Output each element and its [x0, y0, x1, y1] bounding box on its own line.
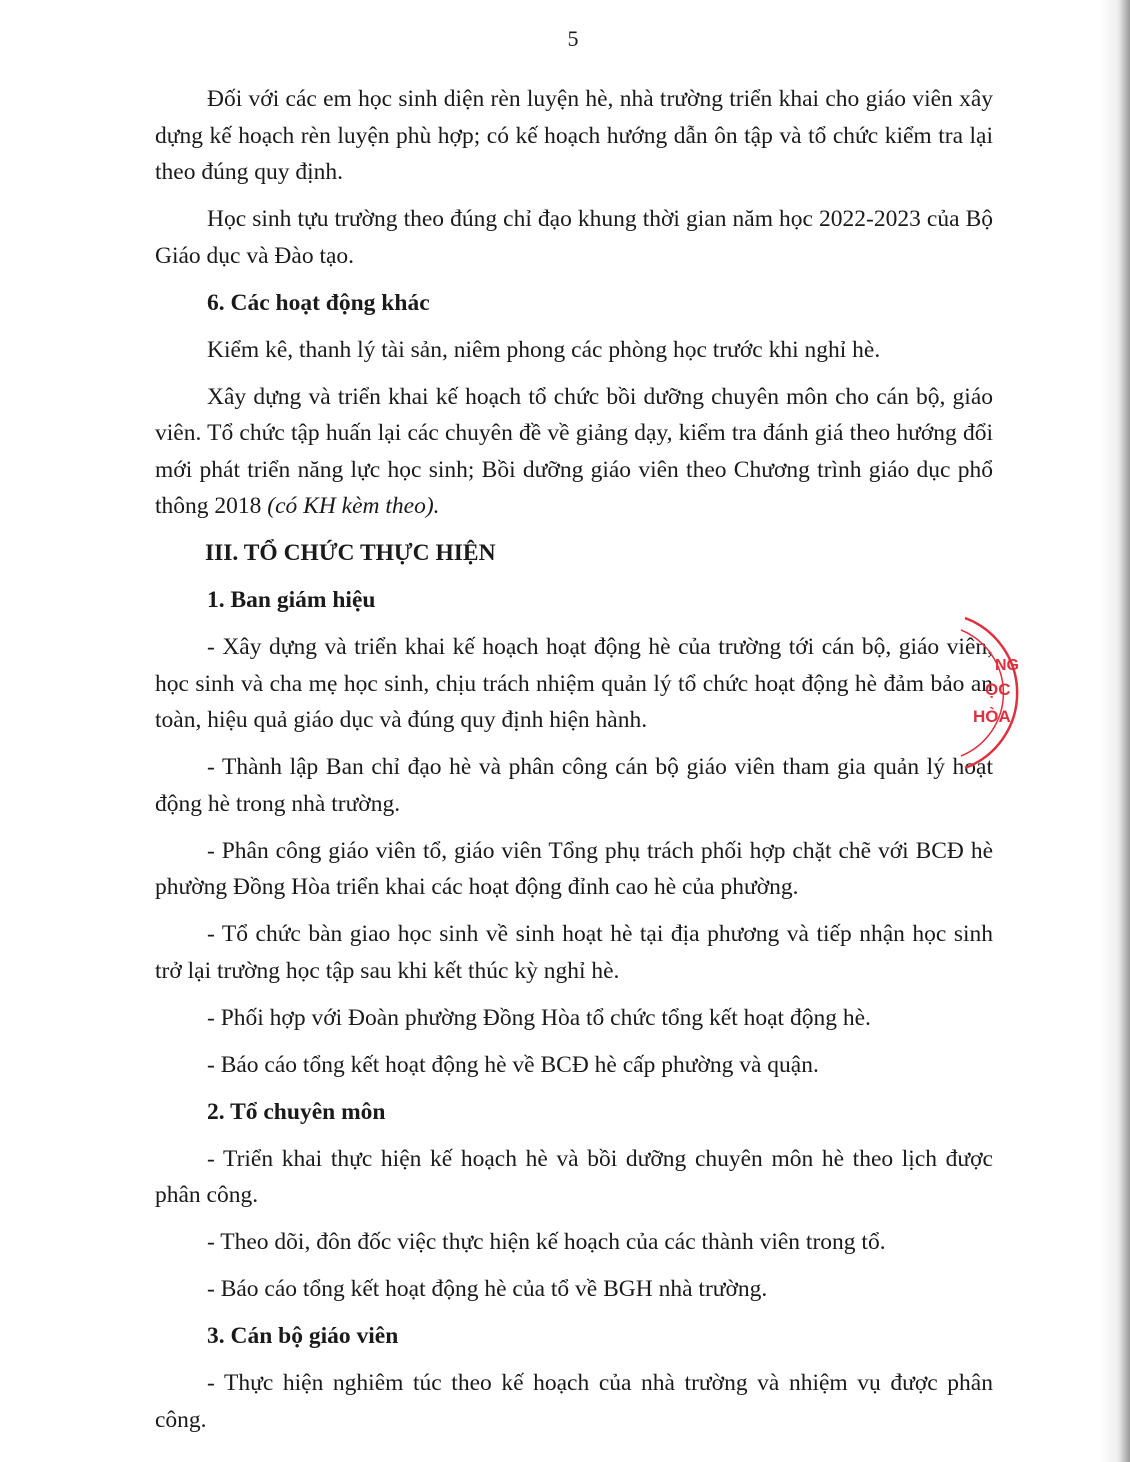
paragraph-text: - Phối hợp với Đoàn phường Đồng Hòa tổ chức tổng kết hoạt động hè. [207, 1004, 871, 1031]
paragraph [155, 833, 993, 906]
paragraph [155, 1271, 993, 1308]
section-heading [155, 285, 993, 322]
school-stamp [955, 608, 1055, 778]
paragraph-text: Xây dựng và triển khai kế hoạch tổ chức bồi dưỡng chuyên môn cho cán bộ, giáo viên. Tổ chức tập huấn lại các chuyên đề về giảng dạy, kiểm tra đánh giá theo hướng đổi mới phát triển năng lực học sinh; Bồi dưỡng giáo viên theo Chương trình giáo dục phổ thông 2018 [155, 383, 993, 519]
paragraph-text: III. TỔ CHỨC THỰC HIỆN [205, 540, 496, 566]
paragraph [155, 629, 993, 739]
paragraph-text: - Báo cáo tổng kết hoạt động hè của tổ về BGH nhà trường. [207, 1276, 768, 1302]
section-heading [155, 535, 993, 572]
paragraph-text: - Phân công giáo viên tổ, giáo viên Tổng phụ trách phối hợp chặt chẽ với BCĐ hè phường Đồng Hòa triển khai các hoạt động đỉnh cao hè của phường. [155, 837, 993, 900]
paragraph [155, 916, 993, 989]
paragraph-text: Kiểm kê, thanh lý tài sản, niêm phong các phòng học trước khi nghỉ hè. [207, 336, 881, 363]
paragraph [155, 201, 993, 274]
paragraph-text: Học sinh tựu trường theo đúng chỉ đạo khung thời gian năm học 2022-2023 của Bộ Giáo dục và Đào tạo. [155, 206, 993, 269]
section-heading [155, 1318, 993, 1355]
paragraph-text: 6. Các hoạt động khác [207, 289, 430, 316]
section-heading [155, 1094, 993, 1131]
paragraph [155, 1224, 993, 1261]
paragraph [155, 81, 993, 191]
page-number: 5 [567, 26, 579, 51]
paragraph [155, 749, 993, 822]
paragraph [155, 1365, 993, 1438]
paragraph [155, 332, 993, 369]
section-heading [155, 582, 993, 619]
scan-edge [1100, 0, 1130, 1462]
paragraph [155, 1047, 993, 1084]
paragraph-text: - Thực hiện nghiêm túc theo kế hoạch của nhà trường và nhiệm vụ được phân công. [155, 1370, 993, 1433]
paragraph-text: - Triển khai thực hiện kế hoạch hè và bồi dưỡng chuyên môn hè theo lịch được phân công. [155, 1145, 993, 1208]
document-body [155, 81, 993, 1449]
paragraph [155, 1141, 993, 1214]
paragraph-text: - Xây dựng và triển khai kế hoạch hoạt động hè của trường tới cán bộ, giáo viên, học sinh và cha mẹ học sinh, chịu trách nhiệm quản lý tổ chức hoạt động hè đảm bảo an toàn, hiệu quả giáo dục và đúng quy định hiện hành. [155, 634, 993, 733]
paragraph-text: 2. Tổ chuyên môn [207, 1098, 386, 1125]
paragraph-text: Đối với các em học sinh diện rèn luyện hè, nhà trường triển khai cho giáo viên xây dựng kế hoạch rèn luyện phù hợp; có kế hoạch hướng dẫn ôn tập và tổ chức kiểm tra lại theo đúng quy định. [155, 86, 993, 185]
svg-text:ỌC: ỌC [985, 680, 1011, 699]
paragraph-text: - Báo cáo tổng kết hoạt động hè về BCĐ hè cấp phường và quận. [207, 1051, 819, 1078]
paragraph-text: - Thành lập Ban chỉ đạo hè và phân công cán bộ giáo viên tham gia quản lý hoạt động hè trong nhà trường. [155, 754, 993, 817]
paragraph-text: - Tổ chức bàn giao học sinh về sinh hoạt hè tại địa phương và tiếp nhận học sinh trở lại trường học tập sau khi kết thúc kỳ nghỉ hè. [155, 921, 993, 984]
paragraph-text: - Theo dõi, đôn đốc việc thực hiện kế hoạch của các thành viên trong tổ. [207, 1229, 886, 1255]
svg-text:HÒA: HÒA [973, 707, 1011, 726]
paragraph-text: 1. Ban giám hiệu [207, 587, 376, 613]
paragraph-text: 3. Cán bộ giáo viên [207, 1323, 399, 1349]
paragraph [155, 379, 993, 525]
svg-text:NG: NG [995, 657, 1019, 674]
paragraph [155, 1000, 993, 1037]
italic-note: (có KH kèm theo). [267, 493, 440, 519]
